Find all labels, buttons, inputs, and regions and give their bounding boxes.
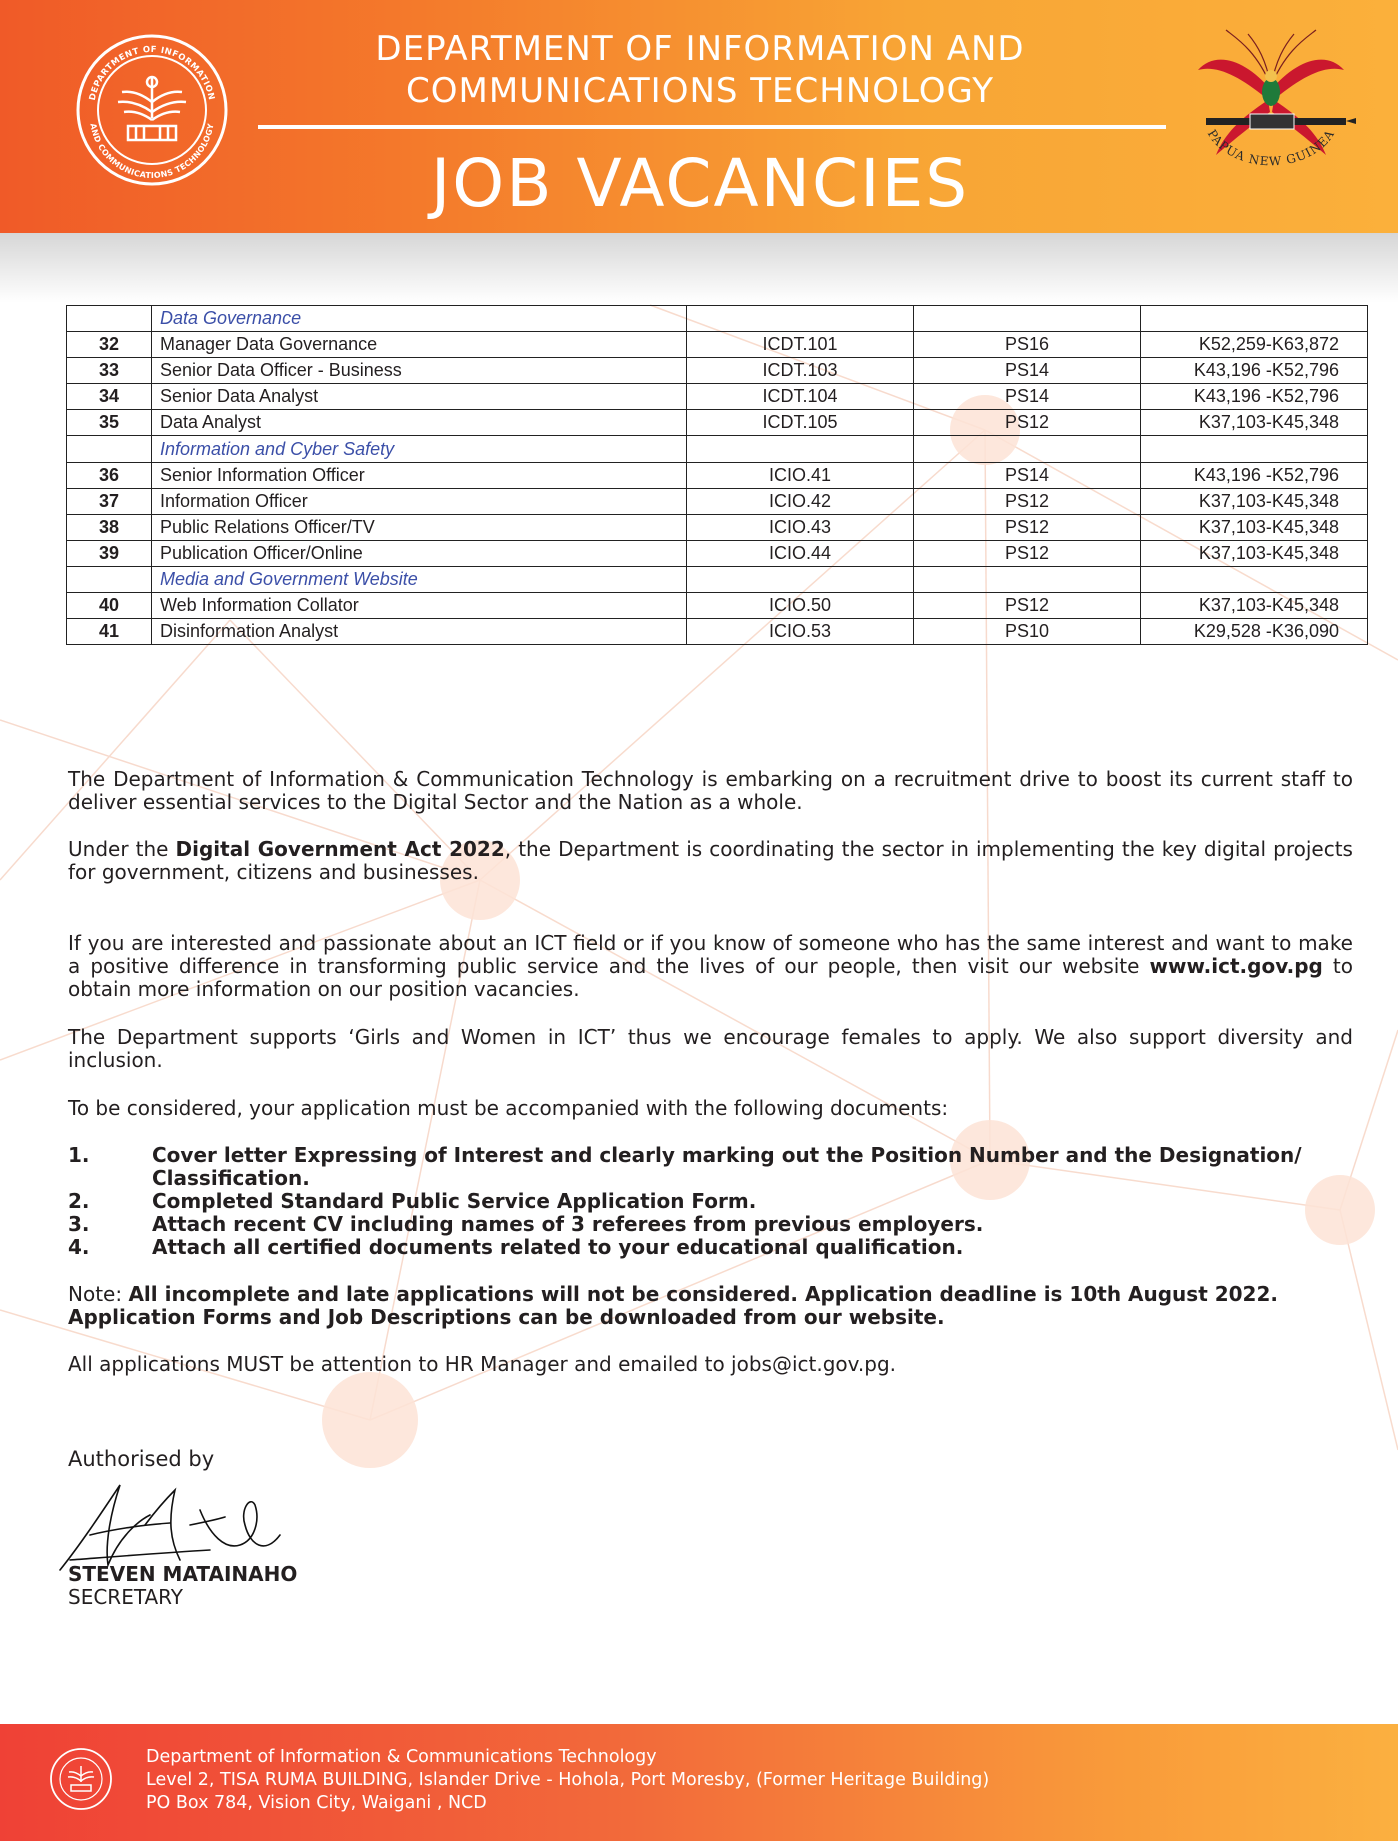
position-code: ICIO.53 xyxy=(687,619,914,645)
signatory-name: STEVEN MATAINAHO xyxy=(68,1562,298,1586)
act-name: Digital Government Act 2022 xyxy=(175,837,505,861)
department-title xyxy=(250,28,1150,112)
salary-range xyxy=(1141,306,1368,332)
row-number: 32 xyxy=(67,332,152,358)
table-section-row xyxy=(67,436,1368,462)
position-code: ICDT.105 xyxy=(687,410,914,436)
row-number: 33 xyxy=(67,358,152,384)
authorised-label: Authorised by xyxy=(68,1447,215,1471)
website-link[interactable]: www.ict.gov.pg xyxy=(1149,954,1323,978)
vacancies-table xyxy=(66,305,1368,645)
table-row xyxy=(67,593,1368,619)
list-text: Attach all certified documents related to your educational qualification. xyxy=(152,1235,964,1259)
salary-range: K37,103-K45,348 xyxy=(1141,514,1368,540)
position-title: Public Relations Officer/TV xyxy=(152,514,687,540)
note-text: All incomplete and late applications will not be considered. Application deadline is 10th August 2022. Application Forms and Job Descriptions can be downloaded from our website. xyxy=(68,1282,1278,1329)
seal-bottom-text: AND COMMUNICATIONS TECHNOLOGY xyxy=(88,122,216,181)
table-section-row xyxy=(67,306,1368,332)
grade: PS10 xyxy=(914,619,1141,645)
list-item xyxy=(68,1236,1358,1259)
position-code: ICDT.104 xyxy=(687,384,914,410)
grade xyxy=(914,306,1141,332)
row-number: 38 xyxy=(67,514,152,540)
svg-text:AND COMMUNICATIONS TECHNOLOGY xyxy=(88,123,215,180)
intro-text: The Department of Information & Communication Technology is embarking on a recruitment drive to boost its current staff to deliver essential services to the Digital Sector and the Nation as a whole. xyxy=(68,767,1353,814)
position-title: Senior Data Officer - Business xyxy=(152,358,687,384)
row-number xyxy=(67,306,152,332)
website-text-post: to obtain more information on our position vacancies. xyxy=(68,954,1354,1001)
website-paragraph xyxy=(68,932,1353,1001)
list-item xyxy=(68,1213,1358,1236)
list-number: 4. xyxy=(68,1235,90,1259)
salary-range: K37,103-K45,348 xyxy=(1141,593,1368,619)
png-emblem-text: PAPUA NEW GUINEA xyxy=(1204,127,1338,169)
row-number xyxy=(67,436,152,462)
table-row xyxy=(67,410,1368,436)
list-number: 3. xyxy=(68,1212,90,1236)
footer-line3: PO Box 784, Vision City, Waigani , NCD xyxy=(146,1793,487,1813)
documents-intro xyxy=(68,1097,1353,1120)
signatory-title: SECRETARY xyxy=(68,1585,184,1609)
grade: PS12 xyxy=(914,593,1141,619)
position-code: ICIO.44 xyxy=(687,540,914,566)
diversity-paragraph xyxy=(68,1026,1353,1072)
act-text-pre: Under the xyxy=(68,837,176,861)
salary-range: K37,103-K45,348 xyxy=(1141,488,1368,514)
dict-seal-logo xyxy=(72,30,232,190)
position-code xyxy=(687,436,914,462)
table-row xyxy=(67,619,1368,645)
position-code: ICIO.41 xyxy=(687,462,914,488)
act-paragraph xyxy=(68,838,1353,884)
salary-range xyxy=(1141,566,1368,592)
table-row xyxy=(67,384,1368,410)
list-item xyxy=(68,1190,1358,1213)
department-title-line2: COMMUNICATIONS TECHNOLOGY xyxy=(406,71,994,111)
salary-range xyxy=(1141,436,1368,462)
position-code: ICIO.43 xyxy=(687,514,914,540)
position-code: ICDT.101 xyxy=(687,332,914,358)
act-text-post: , the Department is coordinating the sector in implementing the key digital projects for government, citizens and businesses. xyxy=(68,837,1353,884)
list-text: Completed Standard Public Service Application Form. xyxy=(152,1189,757,1213)
position-title: Data Analyst xyxy=(152,410,687,436)
row-number: 35 xyxy=(67,410,152,436)
list-number: 2. xyxy=(68,1189,90,1213)
grade: PS14 xyxy=(914,384,1141,410)
table-row xyxy=(67,488,1368,514)
note-paragraph xyxy=(68,1283,1353,1329)
table-section-row xyxy=(67,566,1368,592)
list-text: Attach recent CV including names of 3 referees from previous employers. xyxy=(152,1212,984,1236)
salary-range: K37,103-K45,348 xyxy=(1141,410,1368,436)
table-row xyxy=(67,462,1368,488)
section-heading: Information and Cyber Safety xyxy=(152,436,687,462)
documents-intro-text: To be considered, your application must be accompanied with the following documents: xyxy=(68,1096,949,1120)
salary-range: K43,196 -K52,796 xyxy=(1141,462,1368,488)
position-code xyxy=(687,306,914,332)
grade: PS12 xyxy=(914,410,1141,436)
position-title: Senior Data Analyst xyxy=(152,384,687,410)
position-title: Publication Officer/Online xyxy=(152,540,687,566)
header-shadow xyxy=(0,233,1398,303)
row-number xyxy=(67,566,152,592)
row-number: 37 xyxy=(67,488,152,514)
row-number: 40 xyxy=(67,593,152,619)
table-row xyxy=(67,358,1368,384)
department-title-line1: DEPARTMENT OF INFORMATION AND xyxy=(375,29,1025,69)
footer-line2: Level 2, TISA RUMA BUILDING, Islander Drive - Hohola, Port Moresby, (Former Heritage Building) xyxy=(146,1770,990,1790)
grade xyxy=(914,436,1141,462)
svg-text:PAPUA NEW GUINEA xyxy=(1205,127,1338,169)
email-text: All applications MUST be attention to HR Manager and emailed to jobs@ict.gov.pg. xyxy=(68,1352,897,1376)
salary-range: K43,196 -K52,796 xyxy=(1141,358,1368,384)
row-number: 36 xyxy=(67,462,152,488)
section-heading: Data Governance xyxy=(152,306,687,332)
position-title: Manager Data Governance xyxy=(152,332,687,358)
position-code: ICDT.103 xyxy=(687,358,914,384)
grade: PS14 xyxy=(914,358,1141,384)
salary-range: K43,196 -K52,796 xyxy=(1141,384,1368,410)
position-title: Web Information Collator xyxy=(152,593,687,619)
position-code: ICIO.42 xyxy=(687,488,914,514)
row-number: 34 xyxy=(67,384,152,410)
row-number: 41 xyxy=(67,619,152,645)
title-divider xyxy=(258,125,1166,129)
salary-range: K37,103-K45,348 xyxy=(1141,540,1368,566)
list-text: Cover letter Expressing of Interest and clearly marking out the Position Number and the Designation/ Classification. xyxy=(152,1143,1302,1190)
footer-seal-logo xyxy=(48,1746,114,1812)
grade: PS12 xyxy=(914,540,1141,566)
intro-paragraph xyxy=(68,768,1353,814)
footer-address xyxy=(146,1746,989,1815)
position-title: Senior Information Officer xyxy=(152,462,687,488)
grade: PS14 xyxy=(914,462,1141,488)
footer-banner xyxy=(0,1724,1398,1841)
page-title: JOB VACANCIES xyxy=(430,145,970,222)
grade xyxy=(914,566,1141,592)
section-heading: Media and Government Website xyxy=(152,566,687,592)
grade: PS12 xyxy=(914,514,1141,540)
position-code: ICIO.50 xyxy=(687,593,914,619)
png-emblem-logo xyxy=(1186,20,1356,185)
table-row xyxy=(67,332,1368,358)
position-code xyxy=(687,566,914,592)
signatory xyxy=(68,1563,297,1609)
position-title: Disinformation Analyst xyxy=(152,619,687,645)
seal-top-text: DEPARTMENT OF INFORMATION xyxy=(87,44,217,102)
grade: PS12 xyxy=(914,488,1141,514)
table-row xyxy=(67,540,1368,566)
grade: PS16 xyxy=(914,332,1141,358)
table-row xyxy=(67,514,1368,540)
list-item xyxy=(68,1144,1358,1190)
salary-range: K52,259-K63,872 xyxy=(1141,332,1368,358)
position-title: Information Officer xyxy=(152,488,687,514)
header-banner xyxy=(0,0,1398,233)
list-number: 1. xyxy=(68,1143,90,1167)
documents-list xyxy=(68,1144,1358,1259)
diversity-text: The Department supports ‘Girls and Women in ICT’ thus we encourage females to apply. We also support diversity and inclusion. xyxy=(68,1025,1353,1072)
row-number: 39 xyxy=(67,540,152,566)
note-label: Note: xyxy=(68,1282,129,1306)
email-paragraph xyxy=(68,1353,1353,1376)
website-text-pre: If you are interested and passionate about an ICT field or if you know of someone who has the same interest and want to make a positive difference in transforming public service and the lives of our people, then visit our website xyxy=(68,931,1353,978)
salary-range: K29,528 -K36,090 xyxy=(1141,619,1368,645)
footer-line1: Department of Information & Communications Technology xyxy=(146,1747,657,1767)
